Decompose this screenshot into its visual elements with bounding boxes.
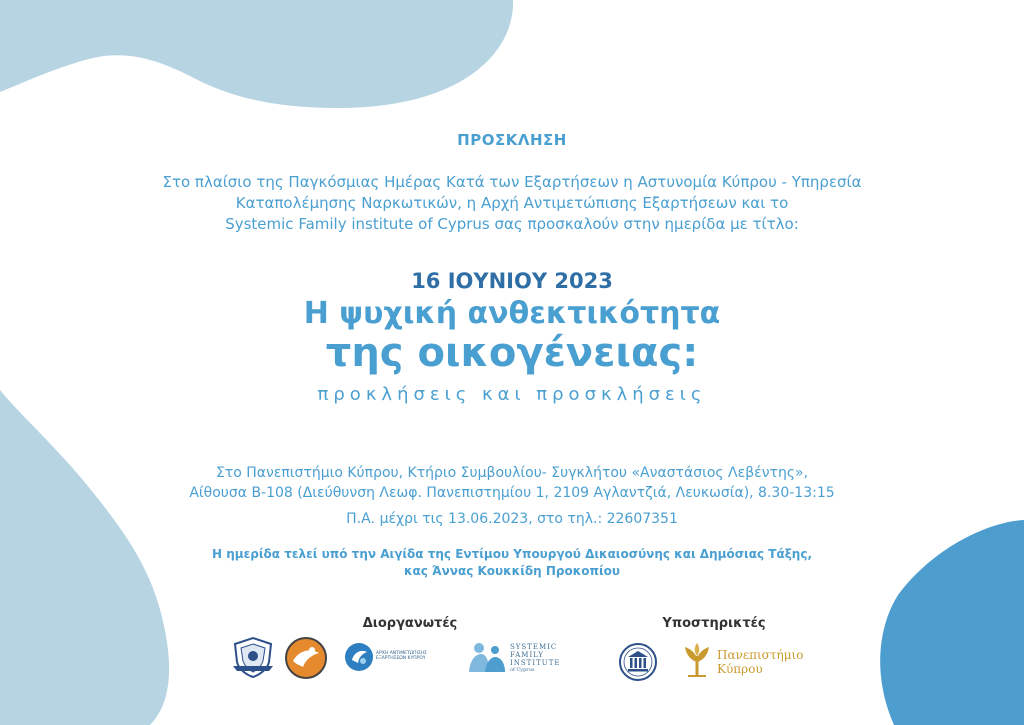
invitation-heading: ΠΡΟΣΚΛΗΣΗ (457, 131, 567, 149)
patron-line: Η ημερίδα τελεί υπό την Αιγίδα της Εντίμου Υπουργού Δικαιοσύνης και Δημόσιας Τάξης, (211, 547, 813, 561)
event-subtitle: προκλήσεις και προσκλήσεις (317, 384, 707, 405)
university-of-cyprus-tree-icon (680, 642, 714, 678)
venue-line: Στο Πανεπιστήμιο Κύπρου, Κτήριο Συμβουλίου- Συγκλήτου «Αναστάσιος Λεβέντης», (215, 465, 809, 481)
top-blob (0, 0, 520, 115)
university-of-cyprus-logo-text (717, 648, 803, 676)
organizers-label: Διοργανωτές (362, 616, 458, 631)
intro-line: Καταπολέμησης Ναρκωτικών, η Αρχή Αντιμετώπισης Εξαρτήσεων και το (235, 194, 789, 212)
supporters-label: Υποστηρικτές (662, 616, 766, 631)
event-title-line1: Η ψυχική ανθεκτικότητα (303, 296, 721, 331)
anti-drug-orange-logo-icon (284, 636, 328, 680)
logo-text-line: of Cyprus (510, 667, 535, 673)
logo-text-line: INSTITUTE (510, 659, 561, 667)
addiction-authority-emblem-icon (344, 642, 374, 672)
venue-line: Αίθουσα Β-108 (Διεύθυνση Λεωφ. Πανεπιστημίου 1, 2109 Αγλαντζιά, Λευκωσία), 8.30-13:15 (189, 485, 835, 501)
patronage-note (0, 546, 1024, 580)
invitation-intro (0, 172, 1024, 235)
rsvp-info: Π.Α. μέχρι τις 13.06.2023, στο τηλ.: 22607351 (346, 511, 678, 527)
event-date: 16 ΙΟΥΝΙΟΥ 2023 (411, 269, 613, 293)
logo-text-line: ΕΞΑΡΤΗΣΕΩΝ ΚΥΠΡΟΥ (376, 656, 426, 661)
logo-text-line: SYSTEMIC (510, 643, 558, 651)
patron-line: κας Άννας Κουκκίδη Προκοπίου (403, 564, 620, 578)
addiction-authority-logo-text (376, 651, 427, 661)
ministry-emblem-icon (618, 642, 658, 682)
intro-line: Systemic Family institute of Cyprus σας προσκαλούν στην ημερίδα με τίτλο: (225, 215, 799, 233)
sfic-logo-text (510, 643, 560, 673)
intro-line: Στο πλαίσιο της Παγκόσμιας Ημέρας Κατά των Εξαρτήσεων η Αστυνομία Κύπρου - Υπηρεσία (162, 173, 862, 191)
logo-text-line: Πανεπιστήμιο (717, 648, 804, 662)
logo-text-line: ΑΡΧΗ ΑΝΤΙΜΕΤΩΠΙΣΗΣ (376, 651, 427, 656)
event-title-line2: της οικογένειας: (325, 330, 699, 376)
logo-text-line: Κύπρου (717, 662, 763, 676)
cyprus-police-crest-icon (229, 636, 277, 678)
venue-details (0, 463, 1024, 503)
logo-text-line: FAMILY (510, 651, 545, 659)
sfic-family-icon (467, 640, 509, 674)
